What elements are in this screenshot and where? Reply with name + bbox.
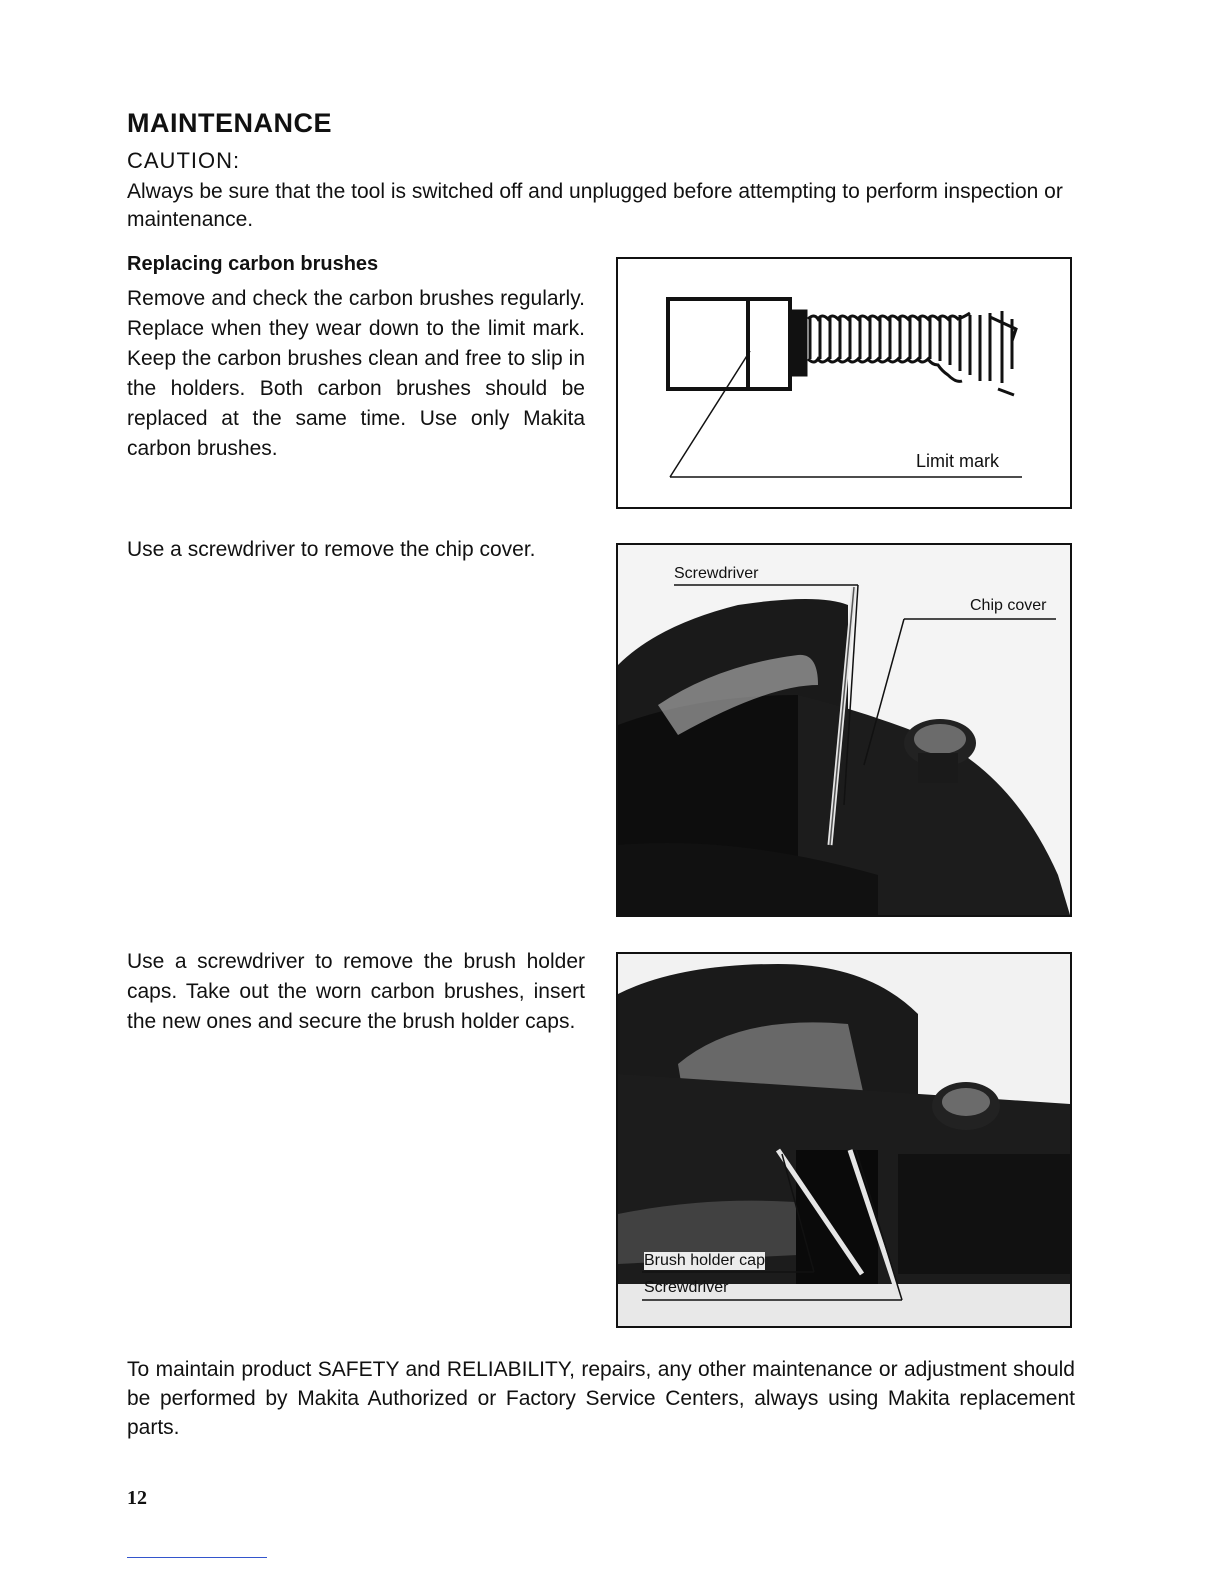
carbon-brush-figure (616, 257, 1072, 509)
screwdriver-label: Screwdriver (674, 565, 759, 582)
section-heading-carbon-brushes: Replacing carbon brushes (127, 253, 379, 275)
chip-cover-figure (616, 543, 1072, 917)
paragraph-carbon-brushes: Remove and check the carbon brushes regularly. Replace when they wear down to the limit mark. Keep the carbon brushes clean and free to slip in the holders. Both carbon brushes should be replaced at the same time. Use only Makita carbon brushes. (127, 287, 585, 460)
paragraph-chip-cover: Use a screwdriver to remove the chip cover. (127, 538, 536, 561)
screwdriver-label: Screwdriver (644, 1279, 729, 1296)
brush-holder-figure (616, 952, 1072, 1328)
brush-spring (790, 311, 1016, 395)
caution-heading: CAUTION: (127, 148, 241, 173)
paragraph-service-notice: To maintain product SAFETY and RELIABILITY, repairs, any other maintenance or adjustment should be performed by Makita Authorized or Factory Service Centers, always using Makita replacement parts. (127, 1358, 1075, 1439)
page-title: MAINTENANCE (127, 108, 332, 138)
brush-holder-cap-label: Brush holder cap (644, 1252, 765, 1269)
carbon-brush-block (668, 299, 790, 389)
page-number: 12 (127, 1487, 147, 1509)
bottom-rule (127, 1557, 267, 1558)
paragraph-brush-holder-caps: Use a screwdriver to remove the brush holder caps. Take out the worn carbon brushes, insert the new ones and secure the brush holder caps. (127, 950, 585, 1033)
limit-mark-label: Limit mark (916, 451, 1000, 471)
brush-holder-photo (618, 954, 1070, 1326)
caution-text: Always be sure that the tool is switched off and unplugged before attempting to perform inspection or maintenance. (127, 180, 1063, 231)
chip-cover-label: Chip cover (970, 597, 1047, 614)
carbon-brush-diagram (618, 259, 1070, 507)
brush-holder-cap (796, 1150, 878, 1288)
